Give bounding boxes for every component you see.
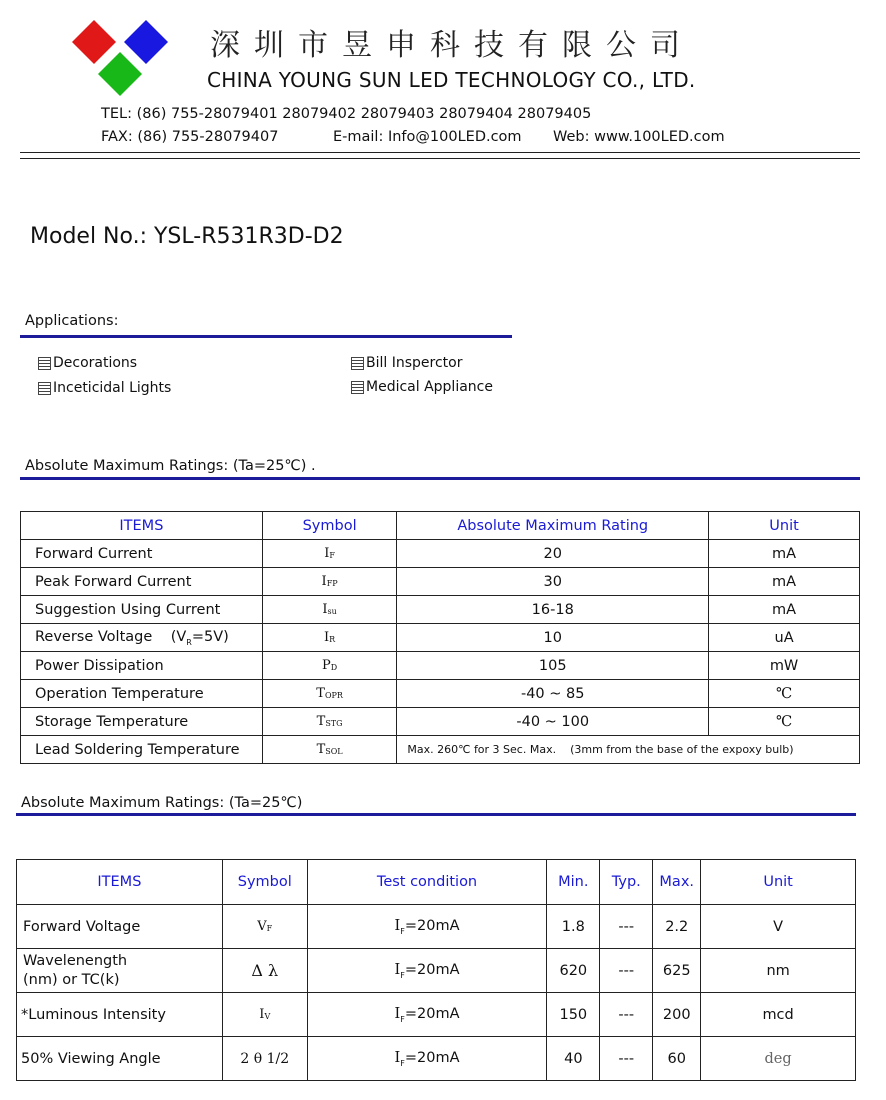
application-item: Inceticidal Lights	[38, 380, 171, 396]
applications-underline	[20, 335, 512, 338]
ratings-table	[20, 511, 860, 764]
company-name-chinese: 深圳市昱申科技有限公司	[210, 28, 694, 63]
company-name-english: CHINA YOUNG SUN LED TECHNOLOGY CO., LTD.	[207, 68, 696, 92]
symbol-cell: $I_V$	[222, 993, 307, 1037]
item-cell: Forward Current	[21, 540, 263, 568]
typ-cell: ---	[600, 1037, 653, 1081]
symbol-cell: Δ λ	[222, 949, 307, 993]
unit-cell: mW	[709, 652, 860, 680]
list-icon	[351, 381, 364, 394]
condition-cell: $I_F=20mA$	[307, 1037, 547, 1081]
value-cell: 16-18	[397, 596, 709, 624]
column-header: ITEMS	[21, 512, 263, 540]
symbol-cell: $T_{OPR}$	[262, 680, 397, 708]
symbol-cell: $T_{STG}$	[262, 708, 397, 736]
condition-cell: $I_F=20mA$	[307, 905, 547, 949]
column-header: Unit	[701, 860, 856, 905]
value-cell: 10	[397, 624, 709, 652]
item-cell: Storage Temperature	[21, 708, 263, 736]
table-row	[21, 708, 860, 736]
list-icon	[351, 357, 364, 370]
list-icon	[38, 382, 51, 395]
item-cell: Lead Soldering Temperature	[21, 736, 263, 764]
symbol-cell: 2 θ 1/2	[222, 1037, 307, 1081]
table-row	[17, 949, 856, 993]
company-logo	[70, 20, 170, 96]
value-cell: 20	[397, 540, 709, 568]
column-header: Symbol	[262, 512, 397, 540]
unit-cell: mA	[709, 568, 860, 596]
max-cell: 2.2	[653, 905, 701, 949]
table-row	[21, 540, 860, 568]
min-cell: 620	[547, 949, 600, 993]
typ-cell: ---	[600, 905, 653, 949]
telephone-line: TEL: (86) 755-28079401 28079402 28079403 28079404 28079405	[101, 106, 592, 122]
email-line: E-mail: Info@100LED.com	[333, 129, 522, 145]
characteristics-table	[16, 859, 856, 1081]
item-cell: Forward Voltage	[17, 905, 223, 949]
value-cell: Max. 260℃ for 3 Sec. Max. (3mm from the base of the expoxy bulb)	[397, 736, 860, 764]
min-cell: 40	[547, 1037, 600, 1081]
unit-cell: ℃	[709, 680, 860, 708]
column-header: Test condition	[307, 860, 547, 905]
column-header: ITEMS	[17, 860, 223, 905]
value-cell: 30	[397, 568, 709, 596]
list-icon	[38, 357, 51, 370]
table-row	[21, 596, 860, 624]
unit-cell: mA	[709, 596, 860, 624]
application-item: Medical Appliance	[351, 379, 493, 395]
item-cell: Reverse Voltage $(V_R=5V)$	[21, 624, 263, 652]
symbol-cell: $T_{SOL}$	[262, 736, 397, 764]
web-line: Web: www.100LED.com	[553, 129, 725, 145]
column-header: Max.	[653, 860, 701, 905]
unit-cell: deg	[701, 1037, 856, 1081]
header-divider-bottom	[20, 158, 860, 159]
table-row	[17, 905, 856, 949]
item-cell: Wavelenength (nm) or TC(k)	[17, 949, 223, 993]
fax-line: FAX: (86) 755-28079407	[101, 129, 279, 145]
unit-cell: ℃	[709, 708, 860, 736]
application-item: Bill Insperctor	[351, 355, 462, 371]
min-cell: 150	[547, 993, 600, 1037]
table-row	[21, 736, 860, 764]
item-cell: 50% Viewing Angle	[17, 1037, 223, 1081]
column-header: Min.	[547, 860, 600, 905]
applications-title: Applications:	[25, 313, 119, 329]
ratings-title: Absolute Maximum Ratings: (Ta=25℃) .	[25, 458, 316, 474]
header-divider-top	[20, 152, 860, 153]
column-header: Absolute Maximum Rating	[397, 512, 709, 540]
ratings-underline	[20, 477, 860, 480]
logo-green-diamond	[98, 52, 142, 96]
min-cell: 1.8	[547, 905, 600, 949]
table-row	[21, 568, 860, 596]
condition-cell: $I_F=20mA$	[307, 993, 547, 1037]
unit-cell: mA	[709, 540, 860, 568]
application-item: Decorations	[38, 355, 137, 371]
characteristics-underline	[16, 813, 856, 816]
value-cell: -40 ~ 85	[397, 680, 709, 708]
item-cell: *Luminous Intensity	[17, 993, 223, 1037]
condition-cell: $I_F=20mA$	[307, 949, 547, 993]
table-row	[17, 1037, 856, 1081]
unit-cell: uA	[709, 624, 860, 652]
item-cell: Peak Forward Current	[21, 568, 263, 596]
unit-cell: mcd	[701, 993, 856, 1037]
symbol-cell: $I_{su}$	[262, 596, 397, 624]
column-header: Typ.	[600, 860, 653, 905]
symbol-cell: $I_F$	[262, 540, 397, 568]
unit-cell: V	[701, 905, 856, 949]
model-number: Model No.: YSL-R531R3D-D2	[30, 224, 344, 249]
max-cell: 60	[653, 1037, 701, 1081]
table-row	[21, 652, 860, 680]
unit-cell: nm	[701, 949, 856, 993]
table-row	[21, 680, 860, 708]
characteristics-title: Absolute Maximum Ratings: (Ta=25℃)	[21, 795, 303, 811]
logo-red-diamond	[72, 20, 116, 64]
symbol-cell: $V_F$	[222, 905, 307, 949]
column-header: Symbol	[222, 860, 307, 905]
value-cell: -40 ~ 100	[397, 708, 709, 736]
symbol-cell: $P_D$	[262, 652, 397, 680]
table-row	[17, 993, 856, 1037]
logo-blue-diamond	[124, 20, 168, 64]
symbol-cell: $I_R$	[262, 624, 397, 652]
table-row	[21, 624, 860, 652]
characteristics-header-row	[17, 860, 856, 905]
item-cell: Operation Temperature	[21, 680, 263, 708]
max-cell: 200	[653, 993, 701, 1037]
max-cell: 625	[653, 949, 701, 993]
symbol-cell: $I_{FP}$	[262, 568, 397, 596]
item-cell: Power Dissipation	[21, 652, 263, 680]
typ-cell: ---	[600, 949, 653, 993]
item-cell: Suggestion Using Current	[21, 596, 263, 624]
typ-cell: ---	[600, 993, 653, 1037]
value-cell: 105	[397, 652, 709, 680]
column-header: Unit	[709, 512, 860, 540]
ratings-header-row	[21, 512, 860, 540]
